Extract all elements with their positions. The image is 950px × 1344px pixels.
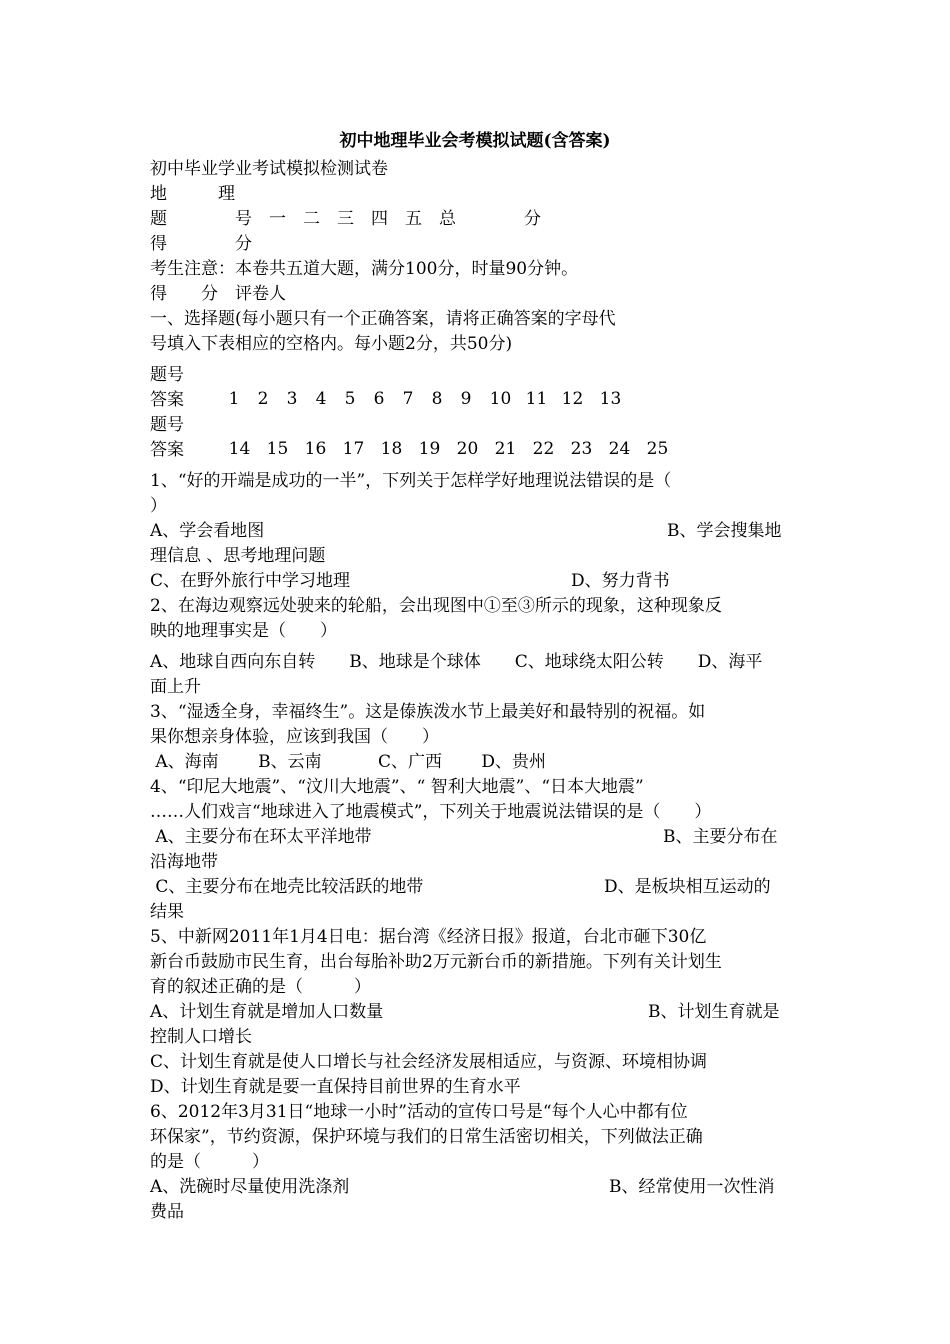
question-number: 15 [266, 439, 289, 459]
question-number: 22 [532, 439, 555, 459]
q1-option-b: B、学会搜集地 [667, 521, 782, 541]
score-table-score: 得 分 [150, 234, 252, 254]
document-title: 初中地理毕业会考模拟试题(含答案) [339, 131, 611, 151]
question-number: 3 [286, 389, 298, 409]
exam-notice: 考生注意：本卷共五道大题，满分100分，时量90分钟。 [150, 259, 579, 279]
answer-grid-row2-answer: 答案 [150, 440, 184, 460]
q5-stem-cont1: 新台币鼓励市民生育，出台每胎补助2万元新台币的新措施。下列有关计划生 [150, 952, 722, 972]
question-number: 5 [344, 389, 356, 409]
q5-stem: 5、中新网2011年1月4日电：据台湾《经济日报》报道，台北市砸下30亿 [150, 927, 707, 947]
q4-option-d-cont: 结果 [150, 902, 184, 922]
question-number: 6 [373, 389, 385, 409]
q3-stem: 3、“湿透全身，幸福终生”。这是傣族泼水节上最美好和最特别的祝福。如 [150, 702, 706, 722]
q3-stem-cont: 果你想亲身体验，应该到我国（ ） [150, 727, 439, 747]
q5-option-b-cont: 控制人口增长 [150, 1027, 252, 1047]
q2-options: A、地球自西向东自转 B、地球是个球体 C、地球绕太阳公转 D、海平 [150, 652, 763, 672]
q2-options-cont: 面上升 [150, 677, 201, 697]
question-number: 21 [494, 439, 517, 459]
question-number: 25 [646, 439, 669, 459]
q6-stem-cont1: 环保家”，节约资源，保护环境与我们的日常生活密切相关，下列做法正确 [150, 1127, 703, 1147]
section-heading-line2: 号填入下表相应的空格内。每小题2分，共50分) [150, 334, 513, 354]
answer-grid-row2-label: 题号 [150, 415, 184, 435]
answer-grid-row1-numbers [207, 363, 630, 409]
q1-option-b-cont: 理信息 、思考地理问题 [150, 546, 326, 566]
question-number: 16 [304, 439, 327, 459]
answer-grid-row2-numbers [207, 413, 677, 459]
question-number: 17 [342, 439, 365, 459]
question-number: 8 [431, 389, 443, 409]
q2-stem-cont: 映的地理事实是（ ） [150, 621, 337, 641]
q4-stem-cont: ……人们戏言“地球进入了地震模式”，下列关于地震说法错误的是（ ） [150, 802, 712, 822]
q4-option-b-cont: 沿海地带 [150, 852, 218, 872]
q1-option-d: D、努力背书 [571, 571, 670, 591]
score-table-header: 题 号 一 二 三 四 五 总 分 [150, 209, 541, 229]
q5-stem-cont2: 育的叙述正确的是（ ） [150, 977, 371, 997]
question-number: 19 [418, 439, 441, 459]
q6-option-b: B、经常使用一次性消 [609, 1177, 775, 1197]
subject-label: 地 理 [150, 184, 235, 204]
question-number: 4 [315, 389, 327, 409]
question-number: 12 [561, 389, 584, 409]
q1-option-c: C、在野外旅行中学习地理 [150, 571, 351, 591]
q4-option-d: D、是板块相互运动的 [604, 877, 771, 897]
question-number: 23 [570, 439, 593, 459]
grader-row: 得 分 评卷人 [150, 284, 286, 304]
question-number: 11 [525, 389, 548, 409]
q6-stem-cont2: 的是（ ） [150, 1152, 269, 1172]
question-number: 10 [489, 389, 512, 409]
question-number: 14 [228, 439, 251, 459]
exam-subtitle: 初中毕业学业考试模拟检测试卷 [150, 159, 388, 179]
q6-option-b-cont: 费品 [150, 1202, 184, 1222]
section-heading-line1: 一、选择题(每小题只有一个正确答案，请将正确答案的字母代 [150, 309, 616, 329]
q4-option-b: B、主要分布在 [663, 827, 778, 847]
question-number: 7 [402, 389, 414, 409]
q3-options: A、海南 B、云南 C、广西 D、贵州 [150, 752, 547, 772]
q5-option-b: B、计划生育就是 [648, 1002, 780, 1022]
q5-option-a: A、计划生育就是增加人口数量 [150, 1002, 384, 1022]
answer-grid-row1-label: 题号 [150, 365, 184, 385]
question-number: 2 [257, 389, 269, 409]
q5-option-d: D、计划生育就是要一直保持目前世界的生育水平 [150, 1077, 521, 1097]
question-number: 24 [608, 439, 631, 459]
question-number: 9 [460, 389, 472, 409]
q5-option-c: C、计划生育就是使人口增长与社会经济发展相适应，与资源、环境相协调 [150, 1052, 708, 1072]
q2-stem: 2、在海边观察远处驶来的轮船，会出现图中①至③所示的现象，这种现象反 [150, 596, 722, 616]
q4-stem: 4、“印尼大地震”、“汶川大地震”、“ 智利大地震”、“日本大地震” [150, 777, 644, 797]
q4-option-a: A、主要分布在环太平洋地带 [150, 827, 372, 847]
question-number: 18 [380, 439, 403, 459]
q1-stem: 1、“好的开端是成功的一半”，下列关于怎样学好地理说法错误的是（ [150, 471, 672, 491]
question-number: 20 [456, 439, 479, 459]
q4-option-c: C、主要分布在地壳比较活跃的地带 [150, 877, 424, 897]
q1-option-a: A、学会看地图 [150, 521, 265, 541]
q6-option-a: A、洗碗时尽量使用洗涤剂 [150, 1177, 350, 1197]
q6-stem: 6、2012年3月31日“地球一小时”活动的宣传口号是“每个人心中都有位 [150, 1102, 688, 1122]
question-number: 1 [228, 389, 240, 409]
q1-stem-cont: ） [150, 496, 167, 516]
answer-grid-row1-answer: 答案 [150, 390, 184, 410]
question-number: 13 [599, 389, 622, 409]
